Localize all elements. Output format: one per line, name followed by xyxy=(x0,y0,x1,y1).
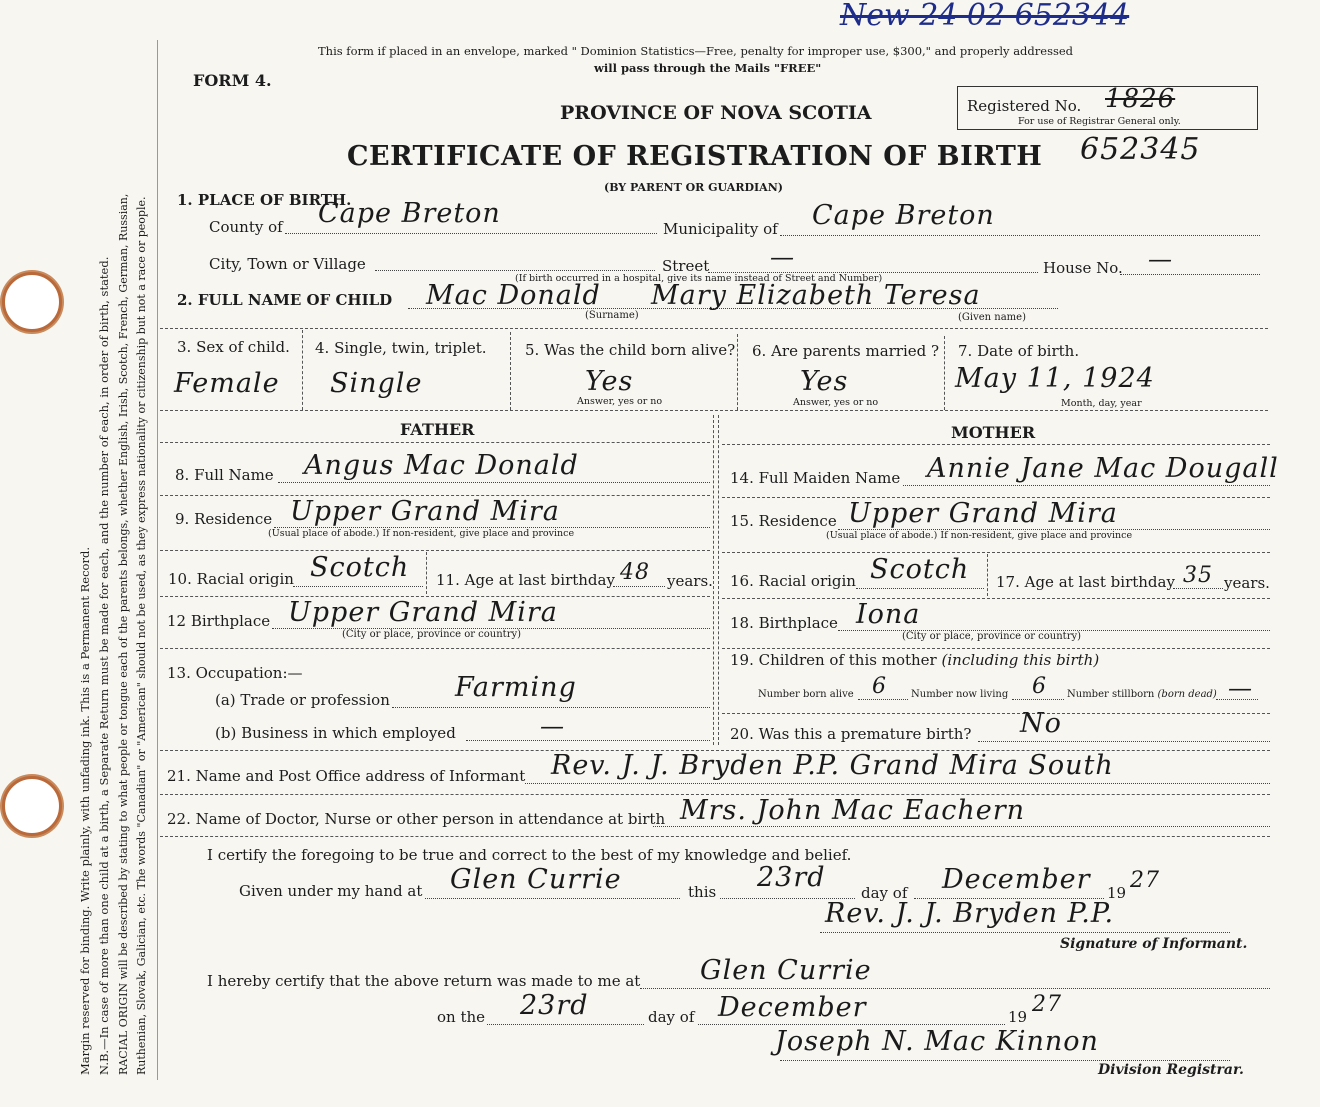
father-name-label: 8. Full Name xyxy=(175,466,274,484)
married-label: 6. Are parents married ? xyxy=(752,342,940,360)
living-count-value: 6 xyxy=(1032,674,1047,699)
father-birthplace-value: Upper Grand Mira xyxy=(288,597,558,628)
business-label: (b) Business in which employed xyxy=(215,724,456,742)
trade-value: Farming xyxy=(455,672,577,703)
given-month-value: December xyxy=(942,864,1091,895)
house-value: — xyxy=(1148,245,1173,273)
row3-div-3 xyxy=(737,334,738,410)
business-line xyxy=(466,740,710,741)
father-birthplace-label: 12 Birthplace xyxy=(167,612,271,630)
child-surname: Mac Donald xyxy=(426,280,601,311)
municipality-value: Cape Breton xyxy=(812,200,995,231)
place-heading: 1. PLACE OF BIRTH. xyxy=(177,191,352,209)
trade-label: (a) Trade or profession xyxy=(215,691,390,709)
given-year-value: 27 xyxy=(1130,868,1160,893)
mother-line-2 xyxy=(722,552,1270,553)
row3-bottom-line xyxy=(160,410,1268,411)
children-label xyxy=(730,651,1099,669)
form-number: FORM 4. xyxy=(193,71,272,90)
this-label: this xyxy=(688,883,717,901)
street-value: — xyxy=(770,243,795,271)
father-heading-line xyxy=(160,442,710,443)
married-value: Yes xyxy=(800,366,849,397)
dob-label: 7. Date of birth. xyxy=(958,342,1080,360)
registered-value: 1826 xyxy=(1105,84,1176,114)
father-racial-divider xyxy=(426,552,427,594)
return-month-value: December xyxy=(718,992,867,1023)
born-alive-note: Answer, yes or no xyxy=(577,396,663,407)
house-line xyxy=(1120,274,1260,275)
mother-name-label: 14. Full Maiden Name xyxy=(730,469,901,487)
doctor-line xyxy=(653,826,1270,827)
given-day-of-label: day of xyxy=(861,884,908,902)
return-month-line xyxy=(698,1024,1005,1025)
house-label: House No. xyxy=(1043,259,1123,277)
father-line-4 xyxy=(160,648,710,649)
mother-racial-label: 16. Racial origin xyxy=(730,572,856,590)
street-label: Street xyxy=(662,257,710,275)
row3-div-4 xyxy=(944,336,945,410)
given-under-label: Given under my hand at xyxy=(239,882,423,900)
mother-racial-value: Scotch xyxy=(870,554,970,585)
mother-residence-note: (Usual place of abode.) If non-resident, give place and province xyxy=(826,530,1133,541)
born-alive-count-label: Number born alive xyxy=(758,689,854,700)
row3-div-1 xyxy=(302,330,303,410)
side-note-binding: Margin reserved for binding. Write plainly, with unfading ink. This is a Permanent Record. xyxy=(78,547,92,1075)
mother-racial-divider xyxy=(987,554,988,596)
children-note: (including this birth) xyxy=(941,651,1100,669)
mother-heading: MOTHER xyxy=(951,423,1036,442)
on-the-label: on the xyxy=(437,1008,486,1026)
given-place-line xyxy=(425,898,680,899)
father-name-line xyxy=(278,482,710,483)
mother-residence-label: 15. Residence xyxy=(730,512,837,530)
premature-value: No xyxy=(1020,708,1062,739)
county-value: Cape Breton xyxy=(318,198,501,229)
left-border xyxy=(157,40,158,1080)
business-value: — xyxy=(540,712,565,740)
plurality-value: Single xyxy=(330,368,423,399)
father-racial-line xyxy=(293,586,423,587)
sex-label: 3. Sex of child. xyxy=(177,338,290,356)
father-birthplace-note: (City or place, province or country) xyxy=(342,629,522,640)
child-name-label: 2. FULL NAME OF CHILD xyxy=(177,291,393,309)
father-name-value: Angus Mac Donald xyxy=(304,450,579,481)
father-residence-label: 9. Residence xyxy=(175,510,273,528)
return-day-value: 23rd xyxy=(520,990,589,1021)
mother-racial-line xyxy=(856,588,984,589)
informant-signature: Rev. J. J. Bryden P.P. xyxy=(825,898,1115,929)
dob-note: Month, day, year xyxy=(1061,398,1142,409)
father-residence-value: Upper Grand Mira xyxy=(290,496,560,527)
side-note-multiple-births: N.B.—In case of more than one child at a birth, a Separate Return must be made for each, and the number of each, in order of birth, stated. xyxy=(97,256,111,1075)
registrar-signature: Joseph N. Mac Kinnon xyxy=(775,1026,1099,1057)
return-year-prefix: 19 xyxy=(1008,1008,1028,1026)
return-text: I hereby certify that the above return was made to me at xyxy=(207,972,641,990)
province-title: PROVINCE OF NOVA SCOTIA xyxy=(560,102,872,124)
side-note-racial-origin-1: RACIAL ORIGIN will be described by stating to what people or tongue each of the parents belongs, whether English, Irish, Scotch, French, German, Russian, xyxy=(117,193,130,1075)
return-day-of-label: day of xyxy=(648,1008,695,1026)
mother-birthplace-value: Iona xyxy=(856,599,921,630)
mother-heading-line xyxy=(722,444,1270,445)
informant-signature-line xyxy=(820,932,1230,933)
county-line xyxy=(285,233,657,234)
return-place-line xyxy=(640,988,1270,989)
father-racial-label: 10. Racial origin xyxy=(168,570,294,588)
father-heading: FATHER xyxy=(400,420,475,439)
registered-note: For use of Registrar General only. xyxy=(1018,116,1181,127)
row3-div-2 xyxy=(510,332,511,410)
born-alive-count-line xyxy=(858,699,908,700)
occupation-label: 13. Occupation:— xyxy=(167,664,303,682)
return-place-value: Glen Currie xyxy=(700,955,872,986)
doctor-label: 22. Name of Doctor, Nurse or other person in attendance at birth xyxy=(167,810,666,828)
living-count-label: Number now living xyxy=(911,689,1009,700)
premature-label: 20. Was this a premature birth? xyxy=(730,725,972,743)
father-racial-value: Scotch xyxy=(310,552,410,583)
sex-value: Female xyxy=(174,368,280,399)
mother-residence-value: Upper Grand Mira xyxy=(848,498,1118,529)
father-age-line xyxy=(613,586,665,587)
mother-line-4 xyxy=(722,648,1270,649)
dob-value: May 11, 1924 xyxy=(955,363,1155,394)
stillborn-count-label xyxy=(1067,689,1217,700)
registered-label: Registered No. xyxy=(967,97,1082,115)
county-label: County of xyxy=(209,218,283,236)
given-name-note: (Given name) xyxy=(958,312,1026,323)
trade-line xyxy=(392,707,710,708)
registration-number: 652345 xyxy=(1080,132,1201,167)
mother-age-label: 17. Age at last birthday xyxy=(996,573,1175,591)
plurality-label: 4. Single, twin, triplet. xyxy=(315,339,487,357)
premature-line xyxy=(978,741,1270,742)
registrar-signature-line xyxy=(780,1060,1230,1061)
municipality-label: Municipality of xyxy=(663,220,778,238)
row3-top-line xyxy=(160,328,1268,329)
mail-note-free: will pass through the Mails "FREE" xyxy=(594,61,822,75)
mother-line-3 xyxy=(722,598,1270,599)
father-age-label: 11. Age at last birthday xyxy=(436,571,615,589)
given-place-value: Glen Currie xyxy=(450,864,622,895)
informant-label: 21. Name and Post Office address of Informant xyxy=(167,767,526,785)
city-label: City, Town or Village xyxy=(209,255,366,273)
informant-line xyxy=(525,783,1270,784)
living-count-line xyxy=(1012,699,1064,700)
mother-age-years: years. xyxy=(1224,574,1270,592)
mail-note: This form if placed in an envelope, marked " Dominion Statistics—Free, penalty for improper use, $300," and properly addressed xyxy=(318,44,1074,58)
city-line xyxy=(375,270,655,271)
punch-hole-bottom xyxy=(2,776,62,836)
born-alive-count-value: 6 xyxy=(872,674,887,699)
mother-age-line xyxy=(1173,588,1223,589)
return-year-value: 27 xyxy=(1032,992,1062,1017)
certificate-title: CERTIFICATE OF REGISTRATION OF BIRTH xyxy=(347,141,1043,172)
punch-hole-top xyxy=(2,272,62,332)
given-year-prefix: 19 xyxy=(1107,884,1127,902)
doctor-value: Mrs. John Mac Eachern xyxy=(680,795,1026,826)
informant-value: Rev. J. J. Bryden P.P. Grand Mira South xyxy=(551,750,1114,781)
mother-age-value: 35 xyxy=(1183,563,1213,588)
mother-name-value: Annie Jane Mac Dougall xyxy=(927,453,1279,484)
hospital-note: (If birth occurred in a hospital, give its name instead of Street and Number) xyxy=(515,273,883,284)
born-alive-label: 5. Was the child born alive? xyxy=(525,341,736,359)
municipality-line xyxy=(780,235,1260,236)
side-note-racial-origin-2: Ruthenian, Slovak, Galician, etc. The words "Canadian" or "American" should not be used, as they express nationality or citizenship but not a race or people. xyxy=(135,196,148,1075)
division-registrar-label: Division Registrar. xyxy=(1098,1062,1244,1078)
stillborn-count-value: — xyxy=(1228,674,1253,702)
father-residence-note: (Usual place of abode.) If non-resident, give place and province xyxy=(268,528,575,539)
father-age-years: years. xyxy=(667,572,713,590)
stillborn-label-text: Number stillborn xyxy=(1067,689,1155,700)
father-age-value: 48 xyxy=(620,560,650,585)
mother-line-5 xyxy=(722,713,1270,714)
given-day-value: 23rd xyxy=(757,862,826,893)
parents-divider-a xyxy=(713,415,714,745)
certify-text: I certify the foregoing to be true and correct to the best of my knowledge and belief. xyxy=(207,846,852,864)
mother-name-line xyxy=(903,485,1270,486)
parents-divider-b xyxy=(718,415,719,745)
stillborn-note: (born dead) xyxy=(1157,689,1217,700)
child-given-name: Mary Elizabeth Teresa xyxy=(651,280,981,311)
surname-note: (Surname) xyxy=(585,310,639,321)
section-line-certify xyxy=(160,836,1270,837)
married-note: Answer, yes or no xyxy=(793,397,879,408)
mother-birthplace-note: (City or place, province or country) xyxy=(902,631,1082,642)
certificate-subtitle: (BY PARENT OR GUARDIAN) xyxy=(604,181,783,194)
born-alive-value: Yes xyxy=(585,366,634,397)
signature-informant-label: Signature of Informant. xyxy=(1060,936,1248,952)
children-label-text: 19. Children of this mother xyxy=(730,651,937,669)
return-day-line xyxy=(487,1024,644,1025)
header-scribble: New 24 02 652344 xyxy=(840,0,1130,33)
father-line-2 xyxy=(160,550,710,551)
mother-birthplace-label: 18. Birthplace xyxy=(730,614,838,632)
